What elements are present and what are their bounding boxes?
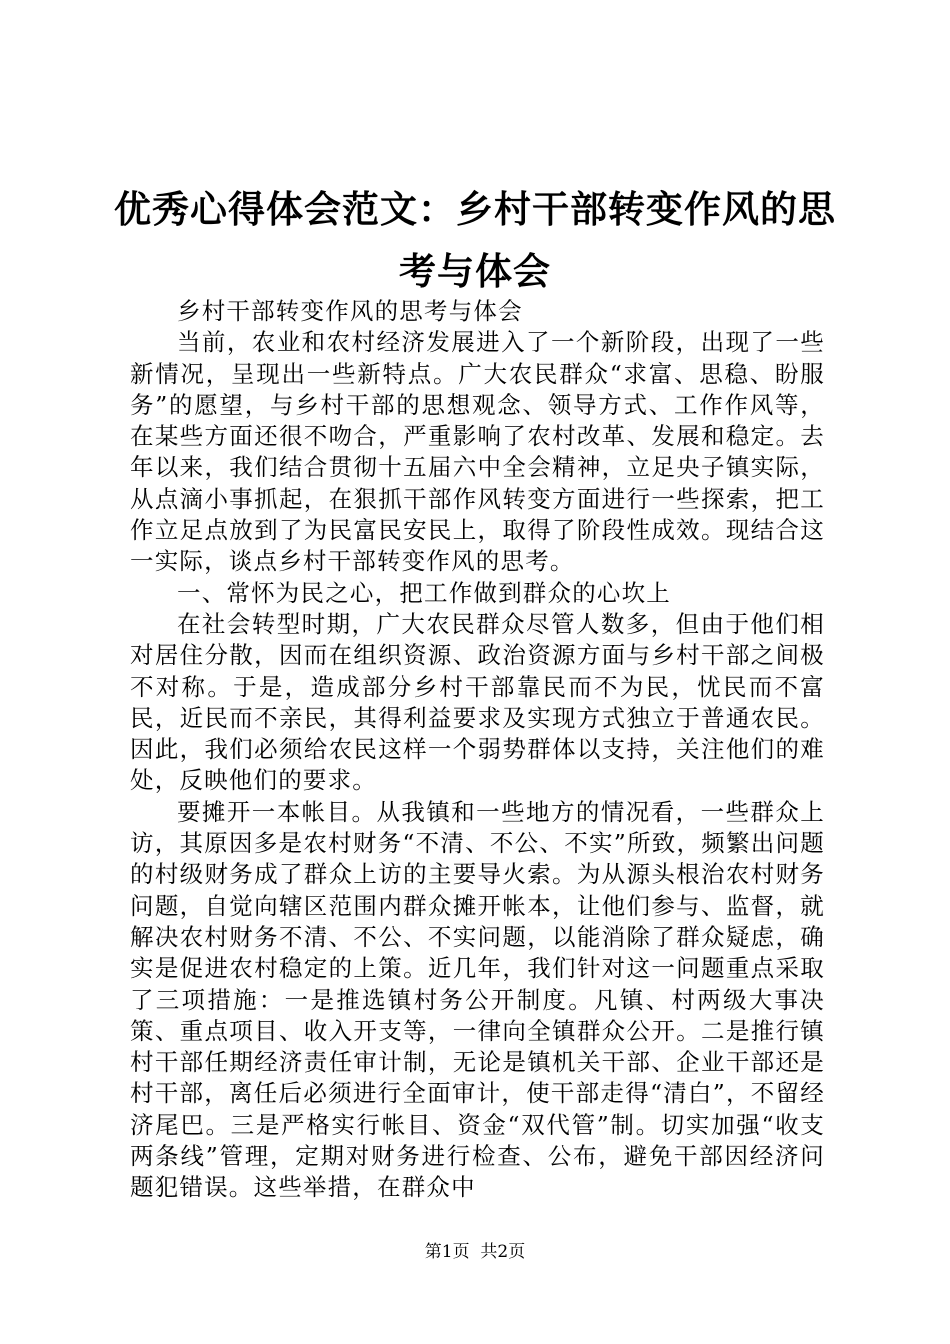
body-paragraph: 要摊开一本帐目。从我镇和一些地方的情况看，一些群众上访，其原因多是农村财务“不清、不公、不实”所致，频繁出问题的村级财务成了群众上访的主要导火索。为从源头根治农村财务问题，自觉向辖区范围内群众摊开帐本，让他们参与、监督，就解决农村财务不清、不公、不实问题，以能消除了群众疑虑，确实是促进农村稳定的上策。近几年，我们针对这一问题重点采取了三项措施：一是推选镇村务公开制度。凡镇、村两级大事决策、重点项目、收入开支等，一律向全镇群众公开。二是推行镇村干部任期经济责任审计制，无论是镇机关干部、企业干部还是村干部，离任后必须进行全面审计，使干部走得“清白”，不留经济尾巴。三是严格实行帐目、资金“双代管”制。切实加强“收支两条线”管理，定期对财务进行检查、公布，避免干部因经济问题犯错误。这些举措，在群众中 xyxy=(130,797,825,1202)
document-body xyxy=(130,296,825,1204)
page-number-footer: 第1页 共2页 xyxy=(424,1242,526,1262)
subtitle-paragraph: 乡村干部转变作风的思考与体会 xyxy=(177,297,523,325)
document-title: 优秀心得体会范文：乡村干部转变作风的思考与体会 xyxy=(114,187,836,293)
body-paragraph: 当前，农业和农村经济发展进入了一个新阶段，出现了一些新情况，呈现出一些新特点。广大农民群众“求富、思稳、盼服务”的愿望，与乡村干部的思想观念、领导方式、工作作风等，在某些方面还很不吻合，严重影响了农村改革、发展和稳定。去年以来，我们结合贯彻十五届六中全会精神，立足央子镇实际，从点滴小事抓起，在狠抓干部作风转变方面进行一些探索，把工作立足点放到了为民富民安民上，取得了阶段性成效。现结合这一实际，谈点乡村干部转变作风的思考。 xyxy=(130,328,825,576)
section-heading: 一、常怀为民之心，把工作做到群众的心坎上 xyxy=(177,578,671,607)
body-paragraph: 在社会转型时期，广大农民群众尽管人数多，但由于他们相对居住分散，因而在组织资源、政治资源方面与乡村干部之间极不对称。于是，造成部分乡村干部靠民而不为民，忧民而不富民，近民而不亲民，其得利益要求及实现方式独立于普通农民。因此，我们必须给农民这样一个弱势群体以支持，关注他们的难处，反映他们的要求。 xyxy=(130,609,825,795)
